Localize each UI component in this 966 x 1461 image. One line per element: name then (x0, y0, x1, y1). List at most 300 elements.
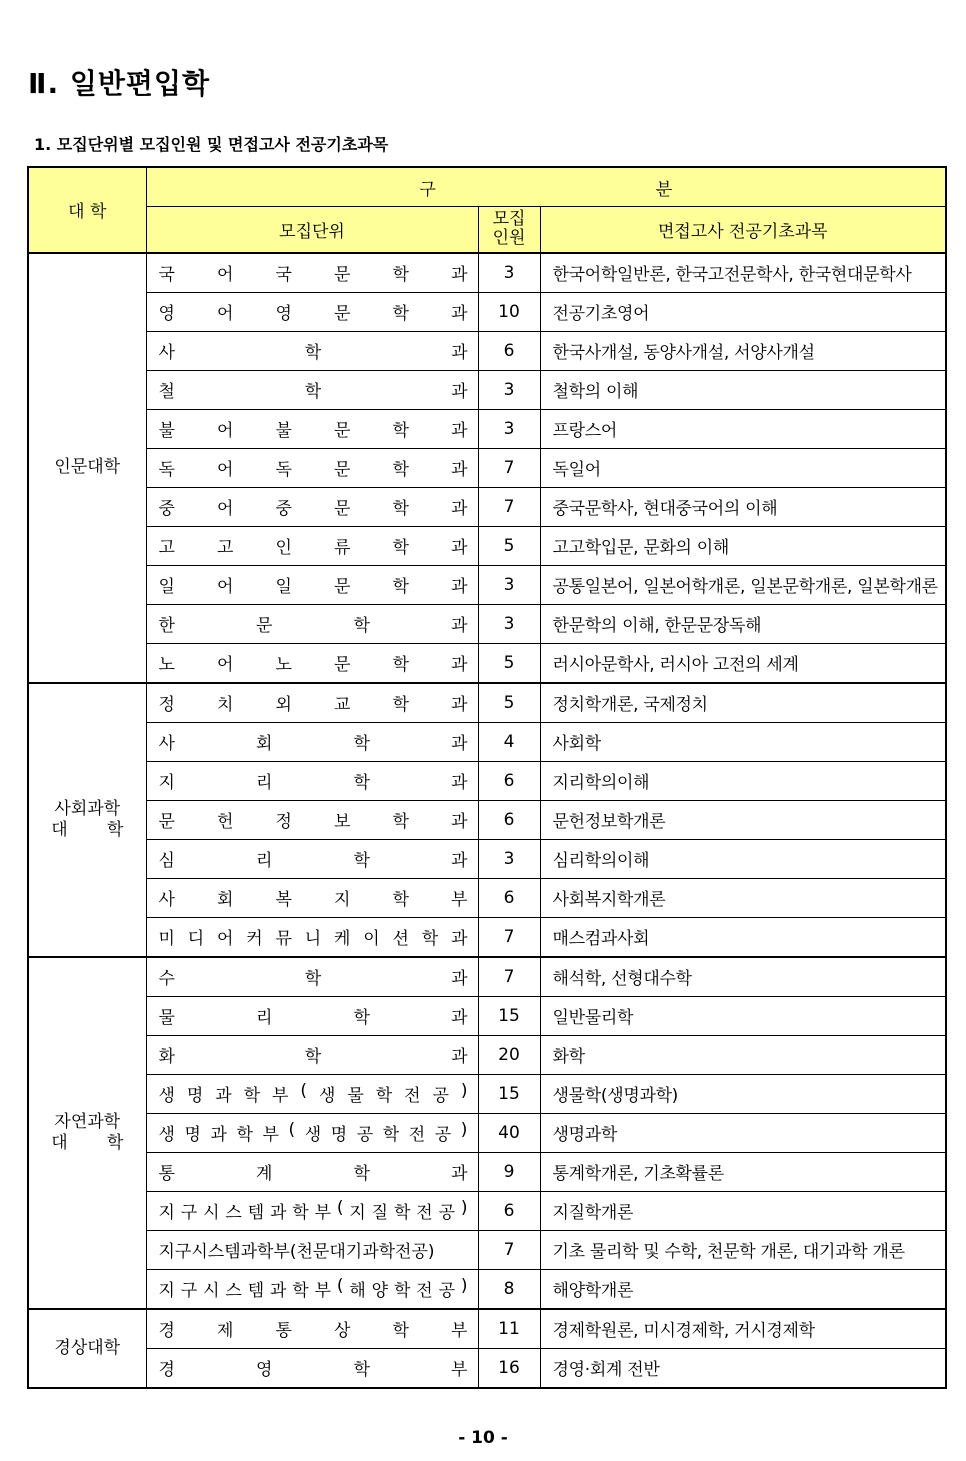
unit-char: 부 (314, 1203, 332, 1223)
unit-char: 공 (434, 1125, 452, 1145)
unit-char: 과 (451, 851, 468, 871)
subjects-cell: 생명과학 (540, 1113, 946, 1152)
unit-char: 회 (256, 734, 273, 754)
table-row (28, 917, 946, 957)
table-row (28, 1035, 946, 1074)
unit-char: 문 (334, 460, 351, 480)
unit-char: 학 (353, 616, 370, 636)
unit-char: ( (288, 1120, 296, 1140)
count-cell: 5 (478, 526, 540, 565)
unit-char: 문 (334, 265, 351, 285)
subjects-cell: 한국어학일반론, 한국고전문학사, 한국현대문학사 (540, 253, 946, 293)
unit-char: 중 (275, 499, 292, 519)
unit-char: 영 (158, 304, 175, 324)
college-cell (28, 683, 146, 957)
unit-char: 지 (158, 773, 175, 793)
recruitment-table (27, 166, 947, 1389)
unit-char: 통 (275, 1321, 292, 1341)
unit-char: 구 (180, 1281, 198, 1301)
subjects-cell: 기초 물리학 및 수학, 천문학 개론, 대기과학 개론 (540, 1230, 946, 1269)
unit-char: 구 (180, 1203, 198, 1223)
unit-cell (146, 1230, 478, 1269)
unit-char: 물 (347, 1086, 364, 1106)
unit-char: 뮤 (275, 929, 292, 949)
unit-cell (146, 839, 478, 878)
unit-char: 부 (451, 890, 468, 910)
unit-char: 고 (217, 538, 234, 558)
unit-char: 학 (392, 499, 409, 519)
unit-cell (146, 526, 478, 565)
unit-char: 지 (158, 1203, 175, 1223)
unit-char: 과 (451, 499, 468, 519)
unit-char: 과 (451, 343, 468, 363)
unit-char: 국 (158, 265, 175, 285)
unit-char: 과 (451, 929, 468, 949)
unit-char: 공 (438, 1203, 455, 1223)
college-name: 경상대학 (54, 1337, 121, 1358)
table-row (28, 878, 946, 917)
unit-char: 학 (392, 421, 409, 441)
unit-char: 지 (158, 1281, 175, 1301)
count-cell: 3 (478, 604, 540, 643)
unit-char: ( (336, 1276, 344, 1296)
count-cell: 11 (478, 1309, 540, 1349)
unit-char: 복 (275, 890, 292, 910)
unit-char: 한 (158, 616, 175, 636)
unit-char: 문 (158, 812, 175, 832)
page-number: - 10 - (458, 1428, 508, 1448)
table-row (28, 409, 946, 448)
table-row (28, 722, 946, 761)
count-cell: 7 (478, 1230, 540, 1269)
subjects-cell: 지질학개론 (540, 1191, 946, 1230)
unit-char: 과 (451, 538, 468, 558)
unit-char: 과 (451, 616, 468, 636)
unit-cell (146, 957, 478, 997)
subsection-heading: 1. 모집단위별 모집인원 및 면접고사 전공기초과목 (34, 135, 389, 154)
unit-char: 리 (256, 773, 273, 793)
unit-char: ) (460, 1276, 468, 1296)
unit-char: 학 (393, 1203, 411, 1223)
unit-char: 학 (353, 1008, 370, 1028)
unit-cell (146, 331, 478, 370)
table-row (28, 1230, 946, 1269)
count-cell: 15 (478, 1074, 540, 1113)
unit-char: 학 (292, 1281, 309, 1301)
subjects-cell: 문헌정보학개론 (540, 800, 946, 839)
unit-char: 양 (371, 1281, 389, 1301)
table-row (28, 1074, 946, 1113)
subjects-cell: 해양학개론 (540, 1269, 946, 1309)
count-cell: 10 (478, 292, 540, 331)
unit-char: 학 (392, 577, 409, 597)
unit-cell (146, 409, 478, 448)
subjects-cell: 러시아문학사, 러시아 고전의 세계 (540, 643, 946, 683)
unit-cell (146, 643, 478, 683)
unit-char: 명 (186, 1086, 204, 1106)
unit-char: 문 (334, 655, 351, 675)
unit-char: 어 (217, 304, 234, 324)
unit-char: 학 (304, 1047, 322, 1067)
unit-char: 과 (451, 1008, 468, 1028)
table-row (28, 1348, 946, 1388)
count-cell: 3 (478, 370, 540, 409)
subjects-cell: 사회학 (540, 722, 946, 761)
table-row (28, 761, 946, 800)
unit-char: 과 (451, 382, 468, 402)
unit-char: 과 (451, 734, 468, 754)
unit-cell (146, 1269, 478, 1309)
table-row (28, 1269, 946, 1309)
table-row (28, 957, 946, 997)
count-cell: 7 (478, 957, 540, 997)
unit-char: 외 (275, 695, 292, 715)
table-row (28, 683, 946, 723)
unit-char: 과 (451, 460, 468, 480)
unit-char: 션 (392, 929, 409, 949)
unit-char: 학 (382, 1125, 400, 1145)
unit-char: 류 (334, 538, 351, 558)
unit-char: 어 (217, 577, 234, 597)
unit-char: 학 (304, 969, 322, 989)
count-cell: 6 (478, 761, 540, 800)
unit-char: 학 (292, 1203, 309, 1223)
table-row (28, 839, 946, 878)
unit-char: 명 (330, 1125, 348, 1145)
unit-char: 노 (275, 655, 292, 675)
unit-char: 학 (236, 1125, 253, 1145)
unit-char: 수 (158, 969, 175, 989)
unit-char: 학 (393, 1281, 411, 1301)
table-row (28, 253, 946, 293)
college-name: 인문대학 (54, 457, 121, 478)
unit-char: 공 (438, 1281, 455, 1301)
unit-char: 이 (363, 929, 380, 949)
unit-char: 계 (256, 1164, 273, 1184)
count-cell: 15 (478, 996, 540, 1035)
table-row (28, 1113, 946, 1152)
college-cell (28, 253, 146, 683)
unit-char: 노 (158, 655, 175, 675)
unit-char: 중 (158, 499, 175, 519)
unit-char: 해 (349, 1281, 366, 1301)
unit-char: 커 (246, 929, 263, 949)
unit-char: 사 (158, 890, 175, 910)
unit-char: 지 (349, 1203, 366, 1223)
unit-char: 문 (256, 616, 273, 636)
unit-char: 케 (334, 929, 351, 949)
unit-char: 니 (304, 929, 322, 949)
unit-char: 전 (408, 1125, 426, 1145)
unit-char: 학 (353, 1360, 370, 1380)
subjects-cell: 사회복지학개론 (540, 878, 946, 917)
category-header-part-b: 분 (655, 179, 673, 200)
subjects-cell: 매스컴과사회 (540, 917, 946, 957)
unit-cell (146, 722, 478, 761)
unit-char: 과 (451, 969, 468, 989)
unit-cell (146, 800, 478, 839)
unit-char: 리 (256, 851, 273, 871)
table-row (28, 1191, 946, 1230)
unit-cell (146, 761, 478, 800)
subjects-header: 면접고사 전공기초과목 (540, 207, 946, 253)
unit-char: 과 (451, 265, 468, 285)
table-row (28, 292, 946, 331)
subjects-cell: 심리학의이해 (540, 839, 946, 878)
subjects-cell: 공통일본어, 일본어학개론, 일본문학개론, 일본학개론 (540, 565, 946, 604)
unit-char: 독 (158, 460, 175, 480)
unit-cell (146, 1191, 478, 1230)
unit-char: 불 (158, 421, 175, 441)
count-cell: 40 (478, 1113, 540, 1152)
count-cell: 20 (478, 1035, 540, 1074)
subjects-cell: 한문학의 이해, 한문문장독해 (540, 604, 946, 643)
table-row (28, 996, 946, 1035)
unit-char: 문 (334, 304, 351, 324)
unit-char: 디 (187, 929, 205, 949)
unit-char: 학 (353, 851, 370, 871)
unit-char: 과 (451, 304, 468, 324)
college-name: 사회과학 (54, 799, 121, 820)
unit-cell (146, 370, 478, 409)
unit-char: 부 (262, 1125, 279, 1145)
unit-char: 미 (158, 929, 175, 949)
unit-char: 부 (272, 1086, 289, 1106)
college-name-char: 대 (51, 1132, 68, 1153)
unit-char: 불 (275, 421, 292, 441)
count-cell: 8 (478, 1269, 540, 1309)
unit-char: 과 (451, 773, 468, 793)
unit-char: 교 (334, 695, 351, 715)
unit-char: 일 (158, 577, 175, 597)
unit-char: 질 (371, 1203, 389, 1223)
table-row (28, 331, 946, 370)
unit-char: 어 (217, 929, 234, 949)
count-cell: 6 (478, 1191, 540, 1230)
unit-char: 명 (184, 1125, 201, 1145)
table-row (28, 487, 946, 526)
unit-cell (146, 917, 478, 957)
subjects-cell: 고고학입문, 문화의 이해 (540, 526, 946, 565)
unit-char: 과 (451, 1047, 468, 1067)
unit-char: 과 (451, 812, 468, 832)
unit-char: 학 (353, 734, 370, 754)
unit-cell (146, 683, 478, 723)
category-header-part-a: 구 (419, 179, 436, 200)
count-cell: 3 (478, 565, 540, 604)
unit-char: 어 (217, 265, 234, 285)
unit-char: 국 (275, 265, 292, 285)
unit-cell (146, 1348, 478, 1388)
unit-cell (146, 487, 478, 526)
unit-char: 통 (158, 1164, 175, 1184)
unit-char: 경 (158, 1360, 175, 1380)
unit-char: 과 (451, 695, 468, 715)
unit-char: 학 (392, 890, 409, 910)
unit-char: 학 (375, 1086, 393, 1106)
unit-char: 학 (304, 382, 322, 402)
count-cell: 16 (478, 1348, 540, 1388)
unit-header: 모집단위 (146, 207, 478, 253)
unit-cell (146, 565, 478, 604)
unit-char: 문 (334, 499, 351, 519)
college-name-char: 대 (51, 819, 68, 840)
unit-char: 리 (256, 1008, 273, 1028)
unit-char: 과 (451, 421, 468, 441)
unit-char: ) (460, 1198, 468, 1218)
unit-char: 공 (432, 1086, 449, 1106)
unit-cell (146, 996, 478, 1035)
college-name-char: 학 (106, 819, 124, 840)
unit-char: 헌 (217, 812, 234, 832)
unit-char: 심 (158, 851, 175, 871)
unit-char: 어 (217, 421, 234, 441)
subjects-cell: 통계학개론, 기초확률론 (540, 1152, 946, 1191)
count-cell: 6 (478, 878, 540, 917)
count-cell: 3 (478, 409, 540, 448)
unit-char: 정 (275, 812, 292, 832)
unit-cell (146, 878, 478, 917)
unit-char: 문 (334, 421, 351, 441)
subjects-cell: 경영·회계 전반 (540, 1348, 946, 1388)
subjects-cell: 화학 (540, 1035, 946, 1074)
subjects-cell: 생물학(생명과학) (540, 1074, 946, 1113)
count-cell: 4 (478, 722, 540, 761)
unit-char: 경 (158, 1321, 175, 1341)
unit-char: 시 (203, 1281, 220, 1301)
unit-char: 생 (304, 1125, 322, 1145)
unit-cell (146, 253, 478, 293)
unit-char: 공 (356, 1125, 374, 1145)
unit-char: ) (460, 1081, 468, 1101)
unit-char: 철 (158, 382, 175, 402)
unit-char: ( (300, 1081, 308, 1101)
unit-char: 과 (269, 1281, 287, 1301)
table-row (28, 370, 946, 409)
table-body (28, 253, 946, 1388)
table-row (28, 448, 946, 487)
unit-char: 생 (158, 1086, 175, 1106)
unit-char: 학 (392, 695, 409, 715)
unit-cell (146, 1113, 478, 1152)
subjects-cell: 독일어 (540, 448, 946, 487)
unit-cell (146, 1152, 478, 1191)
unit-char: 학 (243, 1086, 261, 1106)
unit-char: 학 (392, 304, 409, 324)
count-header-line1: 모집 (492, 208, 526, 229)
subjects-cell: 지리학의이해 (540, 761, 946, 800)
unit-char: 지 (334, 890, 351, 910)
count-header (478, 207, 540, 253)
table-row (28, 604, 946, 643)
unit-char: 문 (334, 577, 351, 597)
unit-char: 학 (353, 1164, 370, 1184)
subjects-cell: 한국사개설, 동양사개설, 서양사개설 (540, 331, 946, 370)
unit-char: 어 (217, 655, 234, 675)
unit-char: 화 (158, 1047, 175, 1067)
college-cell (28, 957, 146, 1309)
unit-char: 부 (314, 1281, 332, 1301)
table-row (28, 1309, 946, 1349)
unit-char: 치 (217, 695, 234, 715)
college-header: 대 학 (28, 167, 146, 253)
college-cell (28, 1309, 146, 1388)
unit-char: 시 (203, 1203, 220, 1223)
college-name-line2 (51, 820, 123, 840)
count-cell: 7 (478, 487, 540, 526)
unit-char: 학 (353, 773, 370, 793)
subjects-cell: 철학의 이해 (540, 370, 946, 409)
subjects-cell: 프랑스어 (540, 409, 946, 448)
count-cell: 7 (478, 917, 540, 957)
unit-char: 영 (256, 1360, 273, 1380)
unit-char: 생 (318, 1086, 336, 1106)
college-name-line2 (51, 1133, 123, 1153)
count-cell: 9 (478, 1152, 540, 1191)
unit-char: 정 (158, 695, 175, 715)
unit-char: 일 (275, 577, 292, 597)
unit-char: 보 (334, 812, 351, 832)
subjects-cell: 일반물리학 (540, 996, 946, 1035)
unit-char: 어 (217, 499, 234, 519)
unit-char: 과 (451, 577, 468, 597)
unit-char: 학 (421, 929, 439, 949)
unit-char: 학 (392, 538, 409, 558)
subjects-cell: 정치학개론, 국제정치 (540, 683, 946, 723)
unit-char: 과 (215, 1086, 232, 1106)
unit-char: 전 (416, 1281, 433, 1301)
unit-char: ( (336, 1198, 344, 1218)
subjects-cell: 중국문학사, 현대중국어의 이해 (540, 487, 946, 526)
unit-char: 부 (451, 1321, 468, 1341)
unit-char: 과 (269, 1203, 287, 1223)
count-cell: 3 (478, 839, 540, 878)
unit-char: ) (460, 1120, 468, 1140)
unit-char: 사 (158, 343, 175, 363)
college-name-char: 학 (106, 1132, 124, 1153)
unit-cell (146, 292, 478, 331)
count-cell: 5 (478, 643, 540, 683)
unit-char: 템 (247, 1281, 265, 1301)
category-header (146, 167, 946, 207)
college-name: 자연과학 (54, 1112, 121, 1133)
unit-char: 학 (392, 812, 409, 832)
unit-char: 학 (392, 655, 409, 675)
unit-char: 생 (158, 1125, 175, 1145)
count-cell: 5 (478, 683, 540, 723)
unit-char: 물 (158, 1008, 175, 1028)
unit-char: 학 (392, 460, 409, 480)
unit-char: 상 (334, 1321, 351, 1341)
unit-char: 과 (451, 1164, 468, 1184)
unit-cell (146, 1309, 478, 1349)
section-heading: Ⅱ. 일반편입학 (28, 67, 211, 100)
unit-char: 인 (275, 538, 292, 558)
unit-char: 회 (217, 890, 234, 910)
unit-char: 학 (392, 265, 409, 285)
unit-char: 학 (304, 343, 322, 363)
unit-char: 스 (225, 1203, 242, 1223)
table-row (28, 1152, 946, 1191)
unit-char: 사 (158, 734, 175, 754)
unit-char: 부 (451, 1360, 468, 1380)
unit-char: 과 (451, 655, 468, 675)
unit-cell (146, 604, 478, 643)
unit-cell (146, 1074, 478, 1113)
count-header-line2: 인원 (492, 228, 526, 249)
unit-char: 지구시스템과학부(천문대기과학전공) (158, 1242, 435, 1262)
table-row (28, 526, 946, 565)
